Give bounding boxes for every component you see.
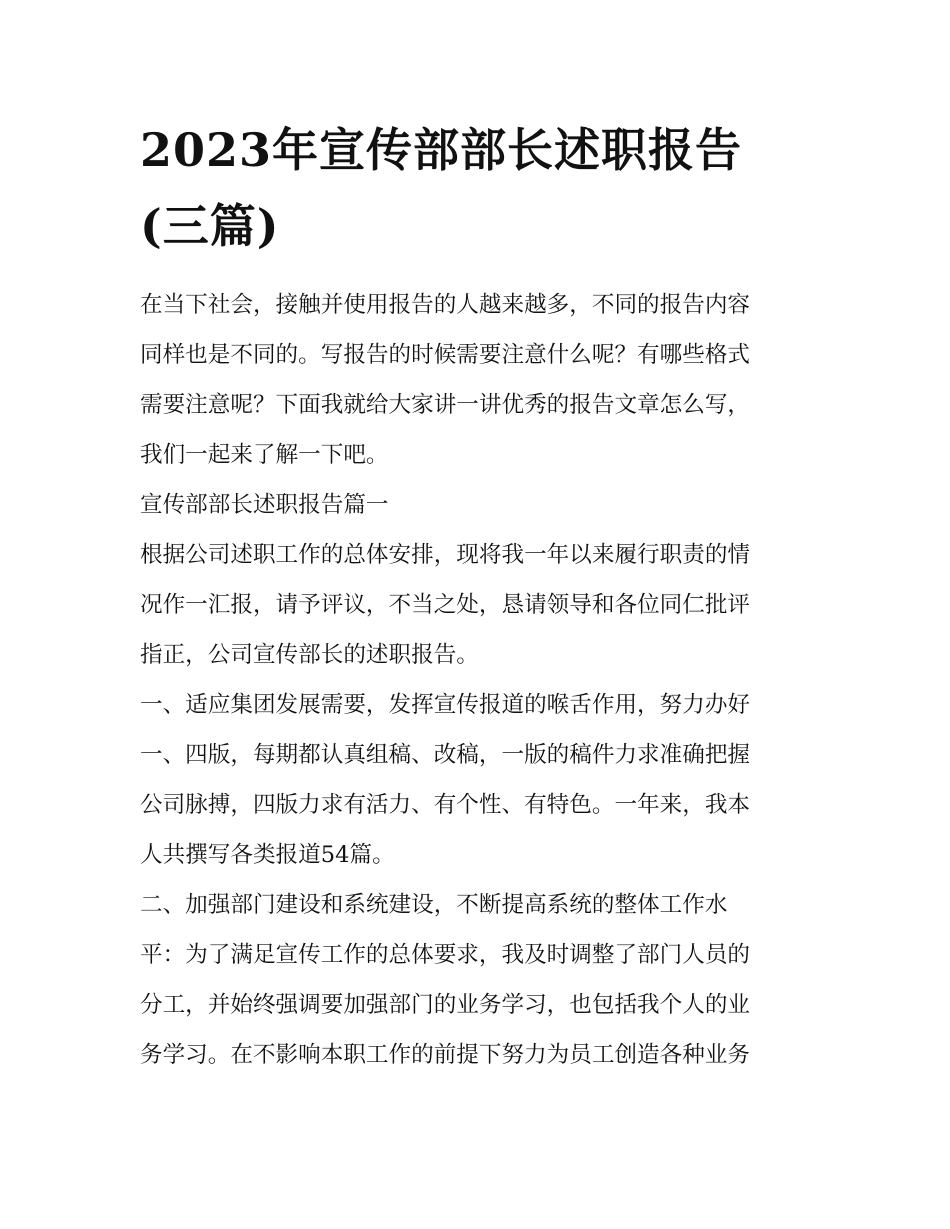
text-line: 公司脉搏，四版力求有活力、有个性、有特色。一年来，我本 (140, 792, 751, 818)
section-heading (140, 480, 812, 530)
text-line: 根据公司述职工作的总体安排，现将我一年以来履行职责的情 (140, 542, 751, 568)
text-line: 平：为了满足宣传工作的总体要求，我及时调整了部门人员的 (140, 942, 751, 968)
text-line: 一、四版，每期都认真组稿、改稿，一版的稿件力求准确把握 (140, 742, 751, 768)
document-content (140, 112, 812, 1080)
paragraph-2 (140, 680, 812, 880)
text-line: 分工，并始终强调要加强部门的业务学习，也包括我个人的业 (140, 992, 751, 1018)
text-line: 一、适应集团发展需要，发挥宣传报道的喉舌作用，努力办好 (140, 692, 751, 718)
text-line: 同样也是不同的。写报告的时候需要注意什么呢？有哪些格式 (140, 342, 751, 368)
document-title (140, 112, 812, 264)
title-line-2: (三篇) (140, 199, 280, 253)
text-line: 人共撰写各类报道54篇。 (140, 842, 395, 868)
text-line: 务学习。在不影响本职工作的前提下努力为员工创造各种业务 (140, 1042, 751, 1068)
paragraph-3 (140, 880, 812, 1080)
document-body (140, 280, 812, 1080)
text-line: 二、加强部门建设和系统建设，不断提高系统的整体工作水 (140, 892, 728, 918)
text-line: 需要注意呢？下面我就给大家讲一讲优秀的报告文章怎么写， (140, 392, 751, 418)
title-line-1: 2023年宣传部部长述职报告 (140, 123, 743, 177)
text-line: 我们一起来了解一下吧。 (140, 442, 389, 468)
text-line: 指正，公司宣传部长的述职报告。 (140, 642, 479, 668)
paragraph-1 (140, 530, 812, 680)
text-line: 况作一汇报，请予评议，不当之处，恳请领导和各位同仁批评 (140, 592, 751, 618)
section-heading-text: 宣传部部长述职报告篇一 (140, 492, 389, 518)
intro-paragraph (140, 280, 812, 480)
text-line: 在当下社会，接触并使用报告的人越来越多，不同的报告内容 (140, 292, 751, 318)
